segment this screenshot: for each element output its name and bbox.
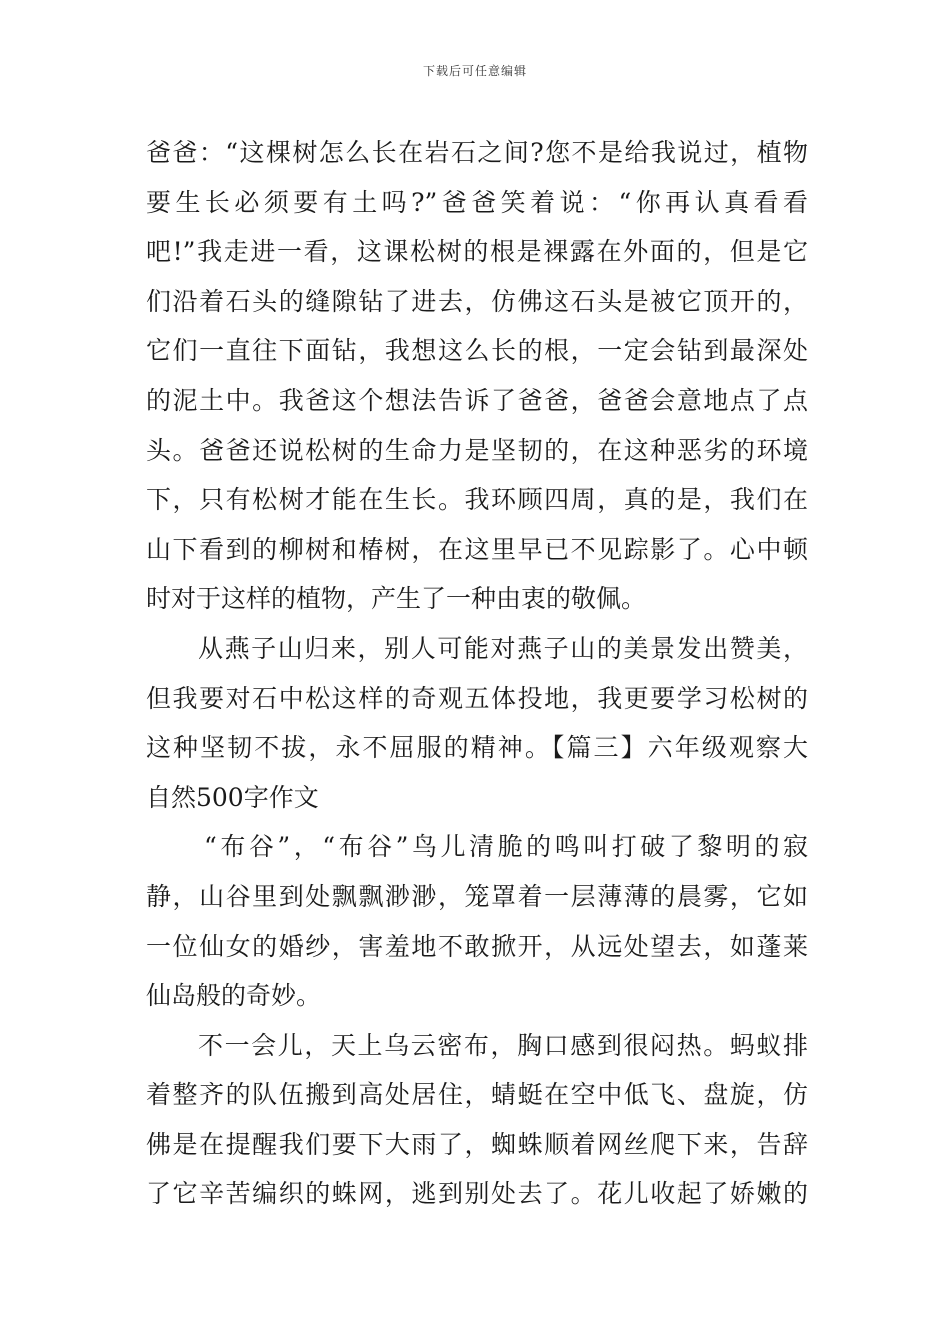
text-line: 一位仙女的婚纱，害羞地不敢掀开，从远处望去，如蓬莱 — [146, 931, 808, 961]
text-line: 吧!”我走进一看，这课松树的根是裸露在外面的，但是它 — [146, 237, 808, 267]
text-line: 们沿着石头的缝隙钻了进去，仿佛这石头是被它顶开的， — [146, 286, 808, 316]
text-line: 但我要对石中松这样的奇观五体投地，我更要学习松树的 — [146, 683, 808, 713]
text-line: 头。爸爸还说松树的生命力是坚韧的，在这种恶劣的环境 — [146, 435, 808, 465]
text-line: 佛是在提醒我们要下大雨了，蜘蛛顺着网丝爬下来，告辞 — [146, 1129, 808, 1159]
text-line: 仙岛般的奇妙。 — [146, 981, 322, 1011]
text-line: 从燕子山归来，别人可能对燕子山的美景发出赞美， — [198, 633, 808, 663]
text-line: 山下看到的柳树和椿树，在这里早已不见踪影了。心中顿 — [146, 534, 808, 564]
text-line: 下，只有松树才能在生长。我环顾四周，真的是，我们在 — [146, 485, 808, 515]
text-line: “布谷”，“布谷”鸟儿清脆的鸣叫打破了黎明的寂 — [204, 832, 808, 862]
text-line: 自然500字作文 — [146, 782, 319, 812]
text-line: 这种坚韧不拔，永不屈服的精神。【篇三】六年级观察大 — [146, 733, 808, 763]
page-header-note: 下载后可任意编辑 — [422, 64, 527, 78]
text-line: 着整齐的队伍搬到高处居住，蜻蜓在空中低飞、盘旋，仿 — [146, 1080, 808, 1110]
document-body — [146, 128, 808, 1219]
text-line: 爸爸：“这棵树怎么长在岩石之间?您不是给我说过，植物 — [146, 138, 808, 167]
text-line: 静，山谷里到处飘飘渺渺，笼罩着一层薄薄的晨雾，它如 — [146, 881, 808, 911]
text-line: 不一会儿，天上乌云密布，胸口感到很闷热。蚂蚁排 — [198, 1030, 808, 1060]
text-line: 时对于这样的植物，产生了一种由衷的敬佩。 — [146, 584, 647, 614]
text-line: 的泥土中。我爸这个想法告诉了爸爸，爸爸会意地点了点 — [146, 385, 808, 415]
text-line: 要生长必须要有土吗?”爸爸笑着说：“你再认真看看 — [146, 187, 808, 217]
text-line: 它们一直往下面钻，我想这么长的根，一定会钻到最深处 — [146, 336, 808, 366]
text-line: 了它辛苦编织的蛛网，逃到别处去了。花儿收起了娇嫩的 — [146, 1179, 808, 1209]
